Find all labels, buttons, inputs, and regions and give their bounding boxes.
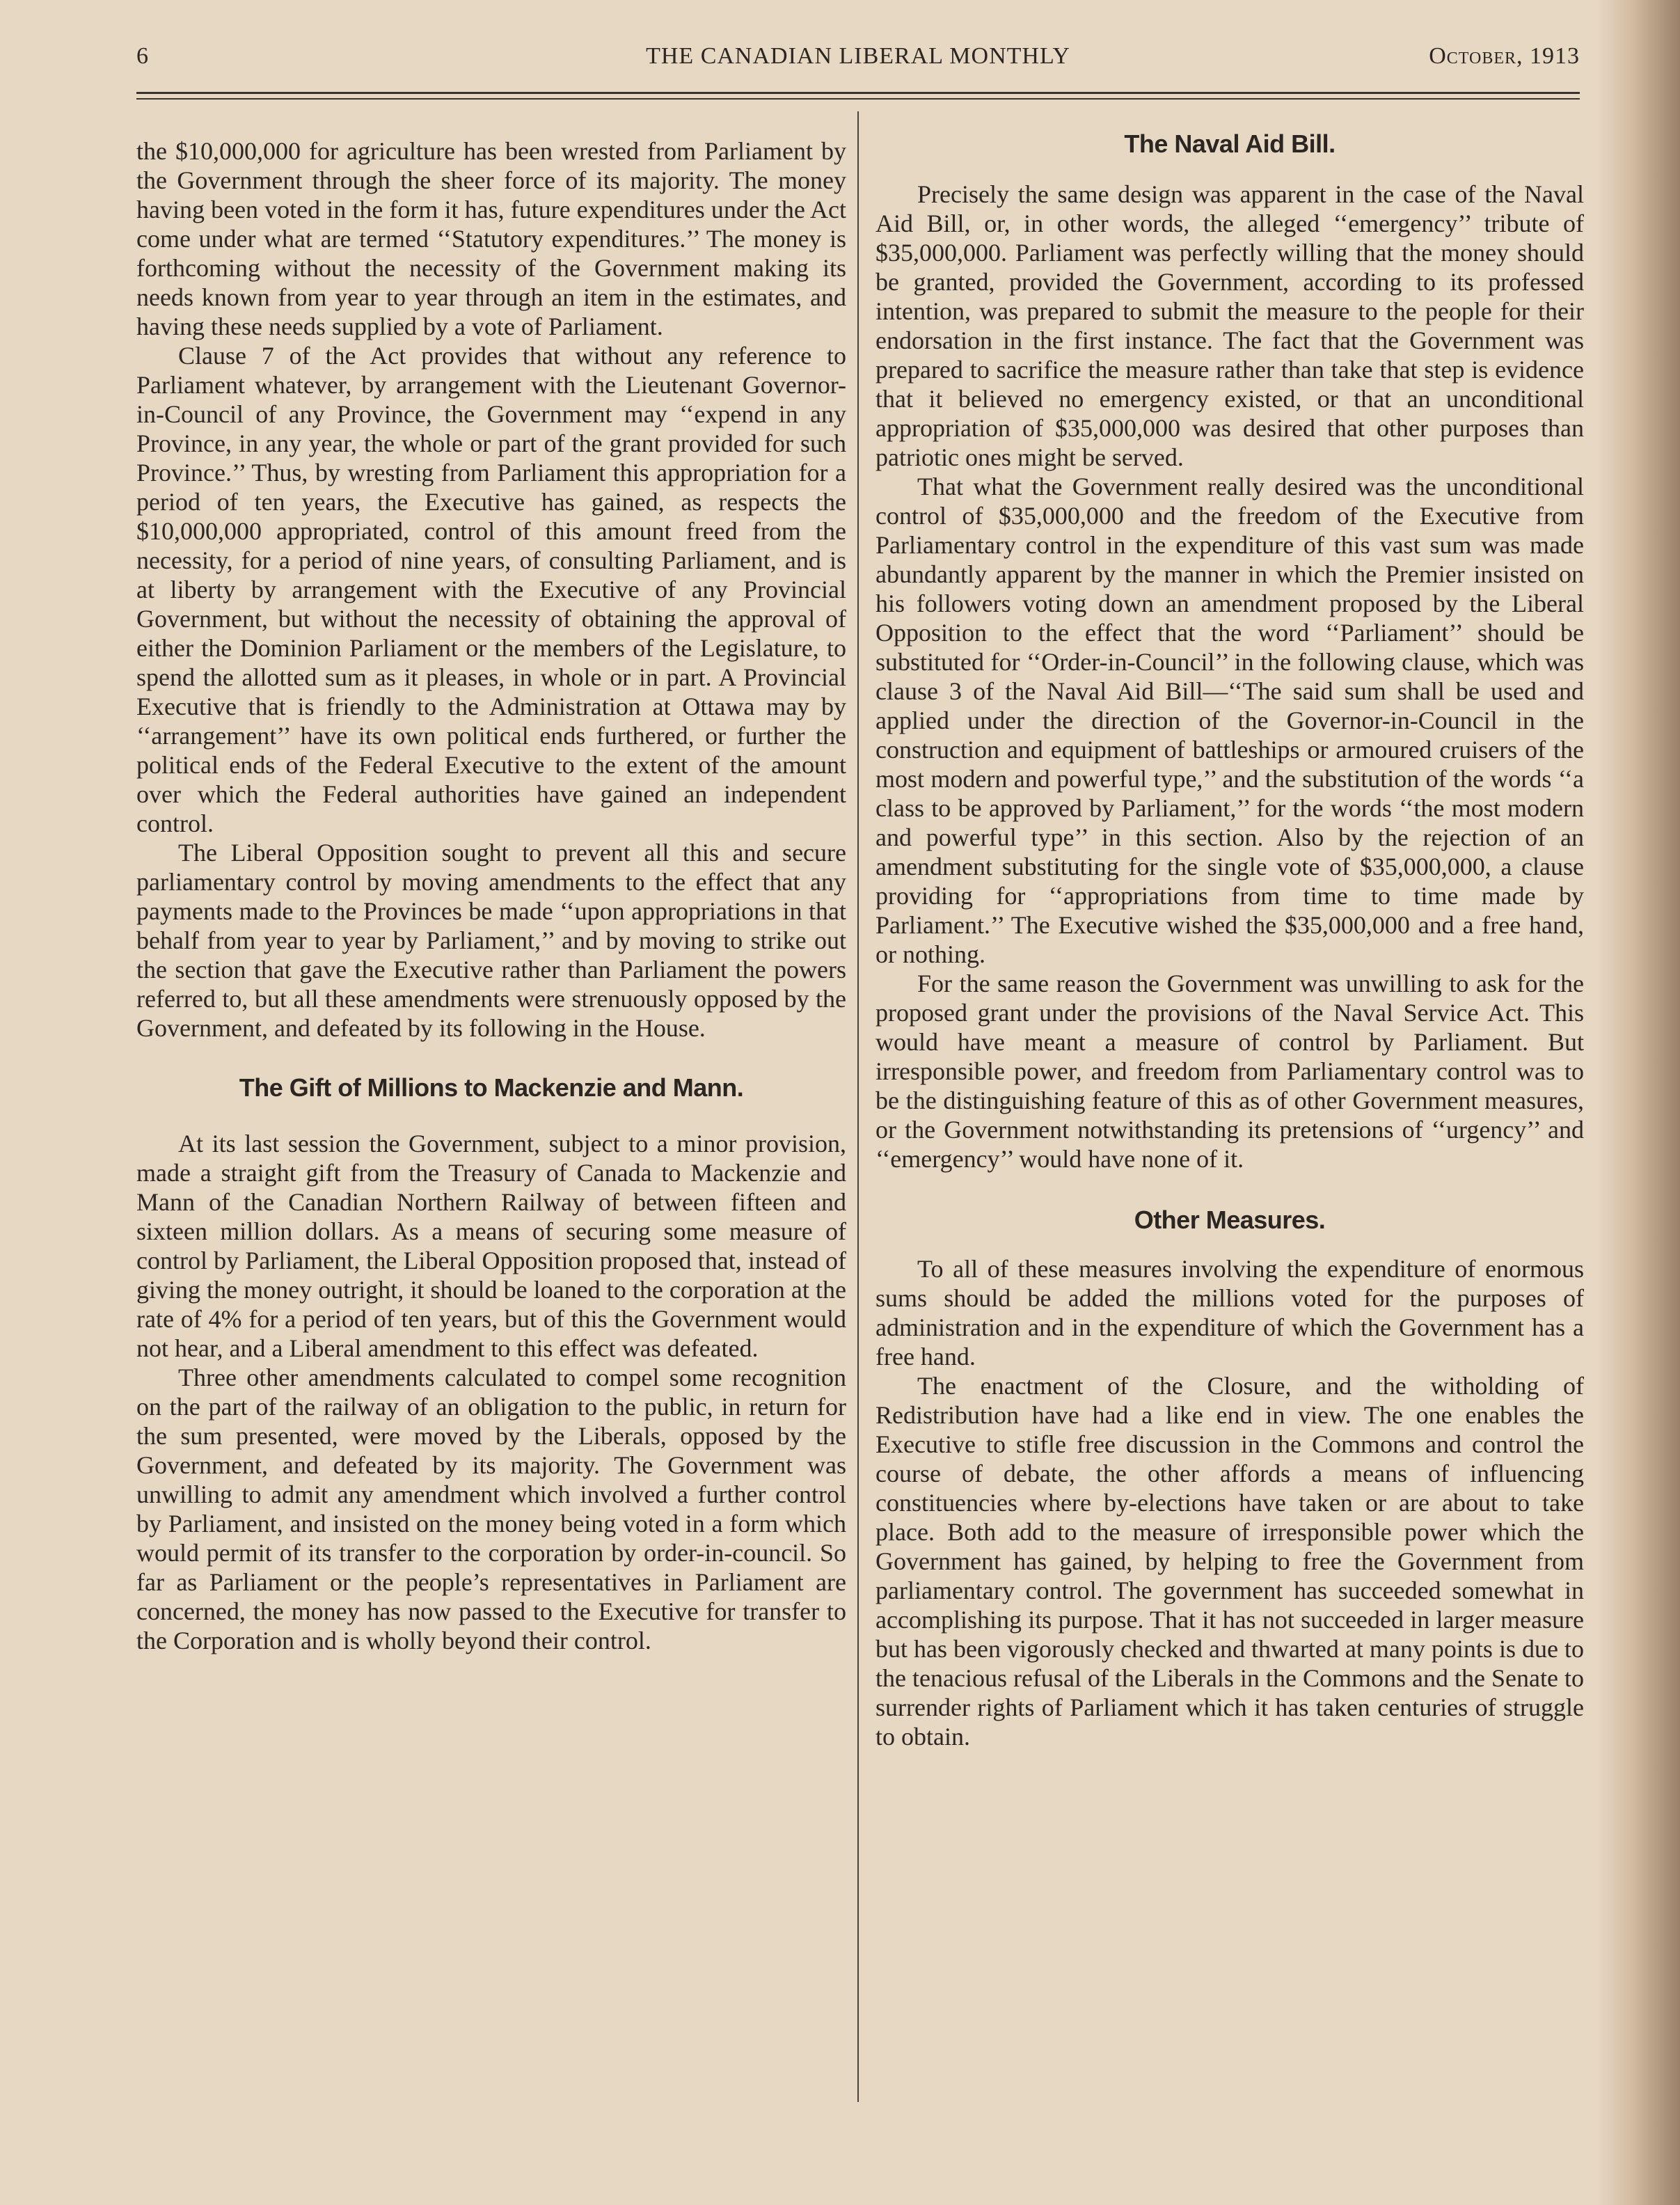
section-heading: The Naval Aid Bill.: [1124, 129, 1336, 158]
paragraph: Precisely the same design was apparent in the case of the Naval Aid Bill, or, in other words, the alleged ‘‘emergency’’ tribute of $35,000,000. Parliament was perfectly willing that the money should be granted, provided the Government, according to its professed intention, was prepared to submit the measure to the people for their endorsation in the first instance. The fact that the Government was prepared to sacrifice the measure rather than take that step is evidence that it believed no emergency existed, or that an unconditional appropriation of $35,000,000 was desired that other purposes than patriotic ones might be served.: [875, 180, 1584, 471]
paragraph: the $10,000,000 for agriculture has been wrested from Parliament by the Government through the sheer force of its majority. The money having been voted in the form it has, future expenditures under the Act come under what are termed ‘‘Statutory expenditures.’’ The money is forthcoming without the necessity of the Government making its needs known from year to year through an item in the estimates, and having these needs supplied by a vote of Parliament.: [136, 137, 846, 340]
header-rule-top: [136, 92, 1580, 94]
issue-date: October, 1913: [1429, 43, 1580, 69]
page-number: 6: [136, 43, 149, 69]
paragraph: The enactment of the Closure, and the witholding of Redistribution have had a like end in view. The one enables the Executive to stifle free discussion in the Commons and control the course of debate, the other affords a means of influencing constituencies where by-elections have taken or are about to take place. Both add to the measure of irresponsible power which the Government has gained, by helping to free the Government from parliamentary control. The government has succeeded somewhat in accomplishing its purpose. That it has not succeeded in larger measure but has been vigorously checked and thwarted at many points is due to the tenacious refusal of the Liberals in the Commons and the Senate to surrender rights of Parliament which it has taken centuries of struggle to obtain.: [875, 1372, 1584, 1750]
paragraph: Clause 7 of the Act provides that without any reference to Parliament whatever, by arrangement with the Lieutenant Governor-in-Council of any Province, the Government may ‘‘expend in any Province, in any year, the whole or part of the grant provided for such Province.’’ Thus, by wresting from Parliament this appropriation for a period of ten years, the Executive has gained, as respects the $10,000,000 appropriated, control of this amount freed from the necessity, for a period of nine years, of consulting Parliament, and is at liberty by arrangement with the Executive of any Provincial Government, but without the necessity of obtaining the approval of either the Dominion Parliament or the members of the Legislature, to spend the allotted sum as it pleases, in whole or in part. A Provincial Executive that is friendly to the Administration at Ottawa may by ‘‘arrangement’’ have its own political ends furthered, or further the political ends of the Federal Executive to the extent of the amount over which the Federal authorities have gained an independent control.: [136, 342, 846, 837]
paragraph: The Liberal Opposition sought to prevent all this and secure parliamentary control by moving amendments to the effect that any payments made to the Provinces be made ‘‘upon appropriations in that behalf from year to year by Parliament,’’ and by moving to strike out the section that gave the Executive rather than Parliament the powers referred to, but all these amendments were strenuously opposed by the Government, and defeated by its following in the House.: [136, 839, 846, 1042]
running-header: [136, 43, 1580, 74]
section-heading: The Gift of Millions to Mackenzie and Mann.: [239, 1073, 744, 1102]
publication-title: THE CANADIAN LIBERAL MONTHLY: [646, 43, 1070, 69]
paragraph: Three other amendments calculated to compel some recognition on the part of the railway of an obligation to the public, in return for the sum presented, were moved by the Liberals, opposed by the Government, and defeated by its majority. The Government was unwilling to admit any amendment which involved a further control by Parliament, and insisted on the money being voted in a form which would permit of its transfer to the corporation by order-in-council. So far as Parliament or the people’s representatives in Parliament are concerned, the money has now passed to the Executive for transfer to the Corporation and is wholly beyond their control.: [136, 1364, 846, 1654]
header-rule-bottom: [136, 98, 1580, 100]
paragraph: That what the Government really desired was the unconditional control of $35,000,000 and the freedom of the Executive from Parliamentary control in the expenditure of this vast sum was made abundantly apparent by the manner in which the Premier insisted on his followers voting down an amendment proposed by the Liberal Opposition to the effect that the word ‘‘Parliament’’ should be substituted for ‘‘Order-in-Council’’ in the following clause, which was clause 3 of the Naval Aid Bill—‘‘The said sum shall be used and applied under the direction of the Governor-in-Council in the construction and equipment of battleships or armoured cruisers of the most modern and powerful type,’’ and the substitution of the words ‘‘a class to be approved by Parliament,’’ for the words ‘‘the most modern and powerful type’’ in this section. Also by the rejection of an amendment substituting for the single vote of $35,000,000, a clause providing for ‘‘appropriations from time to time made by Parliament.’’ The Executive wished the $35,000,000 and a free hand, or nothing.: [875, 473, 1584, 968]
section-heading: Other Measures.: [1134, 1206, 1326, 1234]
paragraph: For the same reason the Government was unwilling to ask for the proposed grant under the provisions of the Naval Service Act. This would have meant a measure of control by Parliament. But irresponsible power, and freedom from Parliamentary control was to be the distinguishing feature of this as of other Government measures, or the Government notwithstanding its pretensions of ‘‘urgency’’ and ‘‘emergency’’ would have none of it.: [875, 970, 1584, 1173]
paragraph: To all of these measures involving the expenditure of enormous sums should be added the millions voted for the purposes of administration and in the expenditure of which the Government has a free hand.: [875, 1255, 1584, 1370]
page-edge-shadow: [1596, 0, 1680, 2205]
right-column: [875, 129, 1584, 1751]
paragraph: At its last session the Government, subject to a minor provision, made a straight gift from the Treasury of Canada to Mackenzie and Mann of the Canadian Northern Railway of between fifteen and sixteen million dollars. As a means of securing some measure of control by Parliament, the Liberal Opposition proposed that, instead of giving the money outright, it should be loaned to the corporation at the rate of 4% for a period of ten years, but of this the Government would not hear, and a Liberal amendment to this effect was defeated.: [136, 1130, 846, 1362]
column-divider: [857, 111, 859, 2102]
left-column: [136, 136, 846, 1655]
